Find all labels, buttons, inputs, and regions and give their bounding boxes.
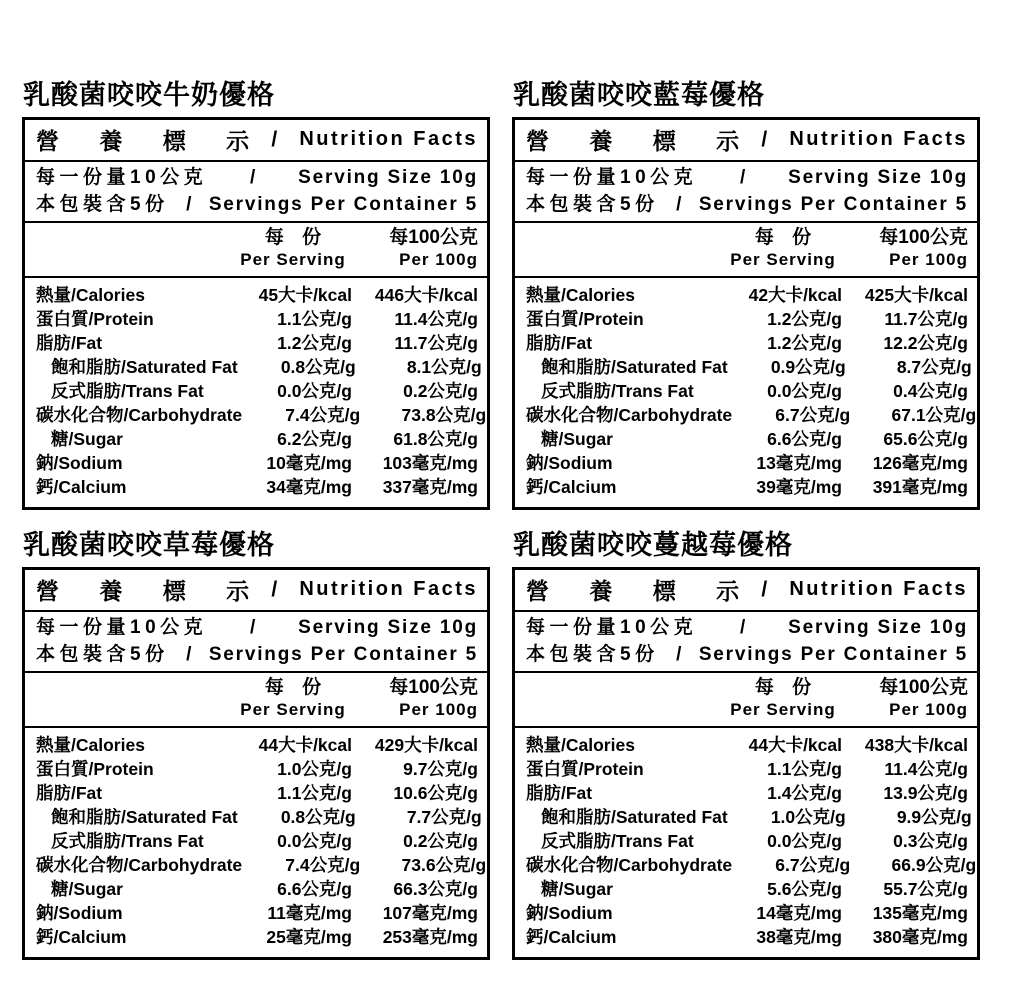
value-per-serving: 14毫克/mg — [756, 903, 842, 923]
product-title: 乳酸菌咬咬蔓越莓優格 — [513, 530, 793, 560]
nutrient-label: 飽和脂肪/Saturated Fat — [51, 357, 238, 377]
column-spacer — [36, 226, 234, 270]
value-per-serving: 6.6公克/g — [767, 429, 842, 449]
nutrient-label: 飽和脂肪/Saturated Fat — [541, 807, 728, 827]
value-per-serving: 6.7公克/g — [775, 855, 851, 875]
value-per-100g: 135毫克/mg — [872, 903, 968, 923]
nutrient-row-saturated-fat — [36, 355, 482, 379]
servings-per-container-line — [526, 191, 968, 218]
value-per-serving: 44大卡/kcal — [258, 735, 352, 755]
nutrient-row-trans-fat — [36, 829, 478, 853]
value-per-serving: 0.0公克/g — [277, 831, 352, 851]
value-per-serving: 42大卡/kcal — [748, 285, 842, 305]
value-per-serving: 6.7公克/g — [775, 405, 851, 425]
column-per-serving — [724, 676, 842, 720]
servings-per-container-zh: 本包裝含5份 — [526, 194, 659, 215]
per-serving-en: Per Serving — [730, 250, 836, 269]
nutrient-row-protein — [36, 757, 478, 781]
nutrient-label: 糖/Sugar — [541, 879, 613, 899]
value-per-100g: 10.6公克/g — [393, 783, 478, 803]
value-per-100g: 55.7公克/g — [883, 879, 968, 899]
nutrient-row-calcium — [526, 475, 968, 499]
header-label-en: Nutrition Facts — [299, 128, 478, 150]
serving-info — [515, 162, 977, 223]
serving-size-zh: 每一份量10公克 — [526, 167, 698, 188]
nutrient-row-saturated-fat — [526, 355, 972, 379]
nutrient-label: 熱量/Calories — [36, 285, 145, 305]
per-100g-en: Per 100g — [399, 250, 478, 269]
nutrient-label: 脂肪/Fat — [526, 333, 593, 353]
value-per-100g: 107毫克/mg — [382, 903, 478, 923]
nutrient-label: 飽和脂肪/Saturated Fat — [541, 357, 728, 377]
nutrient-label: 脂肪/Fat — [36, 783, 103, 803]
servings-per-container-zh: 本包裝含5份 — [526, 644, 659, 665]
nutrition-facts-table — [22, 117, 490, 510]
value-per-100g: 65.6公克/g — [883, 429, 968, 449]
per-serving-zh: 每 份 — [264, 677, 322, 698]
serving-info — [25, 612, 487, 673]
column-per-100g — [842, 676, 968, 720]
value-per-serving: 1.0公克/g — [277, 759, 352, 779]
value-per-serving: 38毫克/mg — [756, 927, 842, 947]
product-title: 乳酸菌咬咬牛奶優格 — [23, 80, 275, 110]
value-per-100g: 0.4公克/g — [893, 381, 968, 401]
value-per-100g: 126毫克/mg — [872, 453, 968, 473]
serving-info — [515, 612, 977, 673]
nutrition-facts-table — [512, 567, 980, 960]
value-per-serving: 0.0公克/g — [277, 381, 352, 401]
value-per-serving: 44大卡/kcal — [748, 735, 842, 755]
column-header-row — [515, 673, 977, 728]
nutrient-label: 飽和脂肪/Saturated Fat — [51, 807, 238, 827]
nutrient-row-carbohydrate — [36, 853, 487, 877]
value-per-100g: 7.7公克/g — [406, 807, 482, 827]
nutrient-label: 碳水化合物/Carbohydrate — [36, 405, 243, 425]
nutrient-label: 碳水化合物/Carbohydrate — [36, 855, 243, 875]
nutrition-facts-table — [512, 117, 980, 510]
nutrient-label: 鈣/Calcium — [36, 927, 127, 947]
nutrient-label: 鈣/Calcium — [36, 477, 127, 497]
column-per-100g — [352, 226, 478, 270]
header-label-zh: 營 養 標 示 — [526, 128, 740, 154]
serving-size-separator: / — [740, 617, 746, 638]
value-per-serving: 0.8公克/g — [280, 357, 356, 377]
nutrient-row-sodium — [526, 901, 968, 925]
header-label-en: Nutrition Facts — [299, 578, 478, 600]
per-100g-zh: 每100公克 — [389, 677, 478, 698]
serving-size-zh: 每一份量10公克 — [36, 617, 208, 638]
servings-per-container-zh: 本包裝含5份 — [36, 644, 169, 665]
per-serving-zh: 每 份 — [754, 227, 812, 248]
nutrient-label: 反式脂肪/Trans Fat — [51, 831, 204, 851]
header-label-en: Nutrition Facts — [789, 128, 968, 150]
table-header-row — [25, 120, 487, 162]
nutrient-row-fat — [526, 331, 968, 355]
column-header-row — [25, 223, 487, 278]
serving-size-separator: / — [250, 617, 256, 638]
servings-per-container-line — [526, 641, 968, 668]
servings-per-container-zh: 本包裝含5份 — [36, 194, 169, 215]
nutrient-row-sugar — [36, 427, 478, 451]
serving-size-zh: 每一份量10公克 — [526, 617, 698, 638]
nutrient-row-saturated-fat — [36, 805, 482, 829]
nutrient-row-sodium — [36, 451, 478, 475]
nutrient-label: 熱量/Calories — [36, 735, 145, 755]
value-per-100g: 11.7公克/g — [394, 333, 478, 353]
value-per-serving: 7.4公克/g — [285, 405, 361, 425]
per-100g-en: Per 100g — [889, 700, 968, 719]
per-100g-zh: 每100公克 — [389, 227, 478, 248]
per-100g-zh: 每100公克 — [879, 677, 968, 698]
nutrient-row-sugar — [36, 877, 478, 901]
nutrient-rows — [515, 278, 977, 507]
column-spacer — [526, 676, 724, 720]
nutrient-row-sugar — [526, 877, 968, 901]
section-strawberry-yogurt — [22, 530, 490, 960]
nutrient-row-calcium — [36, 475, 478, 499]
servings-per-container-separator: / — [186, 644, 192, 665]
column-per-serving — [724, 226, 842, 270]
serving-size-line — [526, 614, 968, 641]
section-blueberry-yogurt — [512, 80, 980, 510]
servings-per-container-en: Servings Per Container 5 — [698, 644, 968, 665]
serving-size-en: Serving Size 10g — [298, 617, 478, 638]
nutrient-label: 熱量/Calories — [526, 285, 635, 305]
value-per-serving: 1.2公克/g — [767, 309, 842, 329]
value-per-serving: 1.4公克/g — [767, 783, 842, 803]
product-title: 乳酸菌咬咬草莓優格 — [23, 530, 275, 560]
nutrient-row-fat — [36, 781, 478, 805]
serving-size-en: Serving Size 10g — [298, 167, 478, 188]
nutrient-label: 糖/Sugar — [51, 429, 123, 449]
serving-size-line — [36, 614, 478, 641]
serving-size-en: Serving Size 10g — [788, 167, 968, 188]
nutrient-row-sugar — [526, 427, 968, 451]
value-per-100g: 11.4公克/g — [394, 309, 478, 329]
header-separator: / — [761, 127, 768, 151]
nutrient-label: 糖/Sugar — [51, 879, 123, 899]
section-cranberry-yogurt — [512, 530, 980, 960]
value-per-100g: 67.1公克/g — [891, 405, 977, 425]
per-serving-en: Per Serving — [240, 700, 346, 719]
value-per-serving: 0.9公克/g — [770, 357, 846, 377]
servings-per-container-line — [36, 641, 478, 668]
value-per-serving: 1.1公克/g — [277, 783, 352, 803]
nutrient-label: 糖/Sugar — [541, 429, 613, 449]
nutrient-rows — [515, 728, 977, 957]
value-per-100g: 438大卡/kcal — [864, 735, 968, 755]
nutrient-row-calories — [36, 283, 478, 307]
nutrient-label: 鈉/Sodium — [526, 903, 613, 923]
servings-per-container-separator: / — [186, 194, 192, 215]
value-per-100g: 8.1公克/g — [406, 357, 482, 377]
value-per-serving: 39毫克/mg — [756, 477, 842, 497]
nutrient-row-carbohydrate — [526, 853, 977, 877]
servings-per-container-en: Servings Per Container 5 — [208, 644, 478, 665]
table-header-row — [515, 570, 977, 612]
value-per-serving: 0.0公克/g — [767, 381, 842, 401]
value-per-serving: 25毫克/mg — [266, 927, 352, 947]
header-separator: / — [271, 577, 278, 601]
nutrient-label: 熱量/Calories — [526, 735, 635, 755]
nutrient-label: 鈉/Sodium — [526, 453, 613, 473]
nutrient-label: 鈣/Calcium — [526, 477, 617, 497]
value-per-100g: 429大卡/kcal — [374, 735, 478, 755]
servings-per-container-separator: / — [676, 194, 682, 215]
nutrient-row-trans-fat — [36, 379, 478, 403]
header-label-zh: 營 養 標 示 — [526, 578, 740, 604]
column-per-serving — [234, 676, 352, 720]
value-per-serving: 6.2公克/g — [277, 429, 352, 449]
product-title: 乳酸菌咬咬藍莓優格 — [513, 80, 765, 110]
value-per-100g: 9.7公克/g — [403, 759, 478, 779]
nutrient-label: 蛋白質/Protein — [36, 309, 154, 329]
nutrient-row-fat — [36, 331, 478, 355]
nutrient-row-calories — [526, 733, 968, 757]
nutrient-row-protein — [36, 307, 478, 331]
value-per-100g: 9.9公克/g — [896, 807, 972, 827]
value-per-100g: 11.7公克/g — [884, 309, 968, 329]
value-per-100g: 253毫克/mg — [382, 927, 478, 947]
column-spacer — [36, 676, 234, 720]
value-per-100g: 446大卡/kcal — [374, 285, 478, 305]
nutrient-label: 反式脂肪/Trans Fat — [541, 831, 694, 851]
value-per-100g: 13.9公克/g — [883, 783, 968, 803]
nutrient-row-protein — [526, 307, 968, 331]
value-per-serving: 5.6公克/g — [767, 879, 842, 899]
value-per-serving: 11毫克/mg — [267, 903, 352, 923]
nutrient-row-calcium — [36, 925, 478, 949]
value-per-serving: 6.6公克/g — [277, 879, 352, 899]
value-per-serving: 1.1公克/g — [767, 759, 842, 779]
nutrient-row-saturated-fat — [526, 805, 972, 829]
column-per-100g — [352, 676, 478, 720]
column-spacer — [526, 226, 724, 270]
value-per-100g: 0.2公克/g — [403, 831, 478, 851]
table-header-row — [515, 120, 977, 162]
value-per-100g: 73.8公克/g — [401, 405, 487, 425]
serving-size-line — [36, 164, 478, 191]
value-per-serving: 1.2公克/g — [767, 333, 842, 353]
nutrient-row-calories — [36, 733, 478, 757]
value-per-100g: 73.6公克/g — [401, 855, 487, 875]
value-per-serving: 1.0公克/g — [770, 807, 846, 827]
value-per-100g: 61.8公克/g — [393, 429, 478, 449]
nutrient-label: 反式脂肪/Trans Fat — [541, 381, 694, 401]
value-per-serving: 0.8公克/g — [280, 807, 356, 827]
section-milk-yogurt — [22, 80, 490, 510]
serving-size-separator: / — [250, 167, 256, 188]
value-per-serving: 10毫克/mg — [266, 453, 352, 473]
nutrient-row-trans-fat — [526, 829, 968, 853]
serving-info — [25, 162, 487, 223]
column-header-row — [515, 223, 977, 278]
nutrient-label: 脂肪/Fat — [526, 783, 593, 803]
nutrient-label: 鈉/Sodium — [36, 453, 123, 473]
value-per-100g: 0.3公克/g — [893, 831, 968, 851]
header-label-zh: 營 養 標 示 — [36, 128, 250, 154]
value-per-100g: 391毫克/mg — [872, 477, 968, 497]
per-serving-zh: 每 份 — [754, 677, 812, 698]
value-per-100g: 103毫克/mg — [382, 453, 478, 473]
table-header-row — [25, 570, 487, 612]
per-serving-en: Per Serving — [240, 250, 346, 269]
nutrient-row-sodium — [36, 901, 478, 925]
value-per-serving: 34毫克/mg — [266, 477, 352, 497]
nutrient-row-calcium — [526, 925, 968, 949]
value-per-serving: 7.4公克/g — [285, 855, 361, 875]
value-per-100g: 425大卡/kcal — [864, 285, 968, 305]
nutrient-label: 蛋白質/Protein — [526, 309, 644, 329]
nutrient-label: 蛋白質/Protein — [526, 759, 644, 779]
nutrient-label: 鈉/Sodium — [36, 903, 123, 923]
column-header-row — [25, 673, 487, 728]
per-serving-en: Per Serving — [730, 700, 836, 719]
nutrient-label: 碳水化合物/Carbohydrate — [526, 405, 733, 425]
per-100g-en: Per 100g — [889, 250, 968, 269]
header-separator: / — [271, 127, 278, 151]
per-100g-zh: 每100公克 — [879, 227, 968, 248]
value-per-100g: 66.3公克/g — [393, 879, 478, 899]
value-per-serving: 0.0公克/g — [767, 831, 842, 851]
nutrition-facts-table — [22, 567, 490, 960]
per-100g-en: Per 100g — [399, 700, 478, 719]
nutrient-row-carbohydrate — [526, 403, 977, 427]
serving-size-line — [526, 164, 968, 191]
nutrient-row-fat — [526, 781, 968, 805]
header-separator: / — [761, 577, 768, 601]
nutrient-label: 碳水化合物/Carbohydrate — [526, 855, 733, 875]
nutrient-label: 反式脂肪/Trans Fat — [51, 381, 204, 401]
nutrient-label: 蛋白質/Protein — [36, 759, 154, 779]
nutrient-rows — [25, 278, 487, 507]
nutrient-row-trans-fat — [526, 379, 968, 403]
value-per-100g: 337毫克/mg — [382, 477, 478, 497]
per-serving-zh: 每 份 — [264, 227, 322, 248]
column-per-serving — [234, 226, 352, 270]
serving-size-en: Serving Size 10g — [788, 617, 968, 638]
value-per-100g: 380毫克/mg — [872, 927, 968, 947]
nutrient-row-calories — [526, 283, 968, 307]
servings-per-container-en: Servings Per Container 5 — [208, 194, 478, 215]
header-label-zh: 營 養 標 示 — [36, 578, 250, 604]
header-label-en: Nutrition Facts — [789, 578, 968, 600]
nutrient-label: 脂肪/Fat — [36, 333, 103, 353]
nutrient-label: 鈣/Calcium — [526, 927, 617, 947]
nutrient-row-protein — [526, 757, 968, 781]
servings-per-container-line — [36, 191, 478, 218]
value-per-100g: 12.2公克/g — [883, 333, 968, 353]
value-per-serving: 1.2公克/g — [277, 333, 352, 353]
servings-per-container-en: Servings Per Container 5 — [698, 194, 968, 215]
nutrient-row-sodium — [526, 451, 968, 475]
nutrient-row-carbohydrate — [36, 403, 487, 427]
serving-size-zh: 每一份量10公克 — [36, 167, 208, 188]
value-per-100g: 8.7公克/g — [896, 357, 972, 377]
nutrient-rows — [25, 728, 487, 957]
value-per-100g: 11.4公克/g — [884, 759, 968, 779]
value-per-serving: 13毫克/mg — [756, 453, 842, 473]
serving-size-separator: / — [740, 167, 746, 188]
value-per-serving: 45大卡/kcal — [258, 285, 352, 305]
value-per-100g: 66.9公克/g — [891, 855, 977, 875]
column-per-100g — [842, 226, 968, 270]
servings-per-container-separator: / — [676, 644, 682, 665]
value-per-100g: 0.2公克/g — [403, 381, 478, 401]
value-per-serving: 1.1公克/g — [277, 309, 352, 329]
page — [22, 80, 980, 960]
